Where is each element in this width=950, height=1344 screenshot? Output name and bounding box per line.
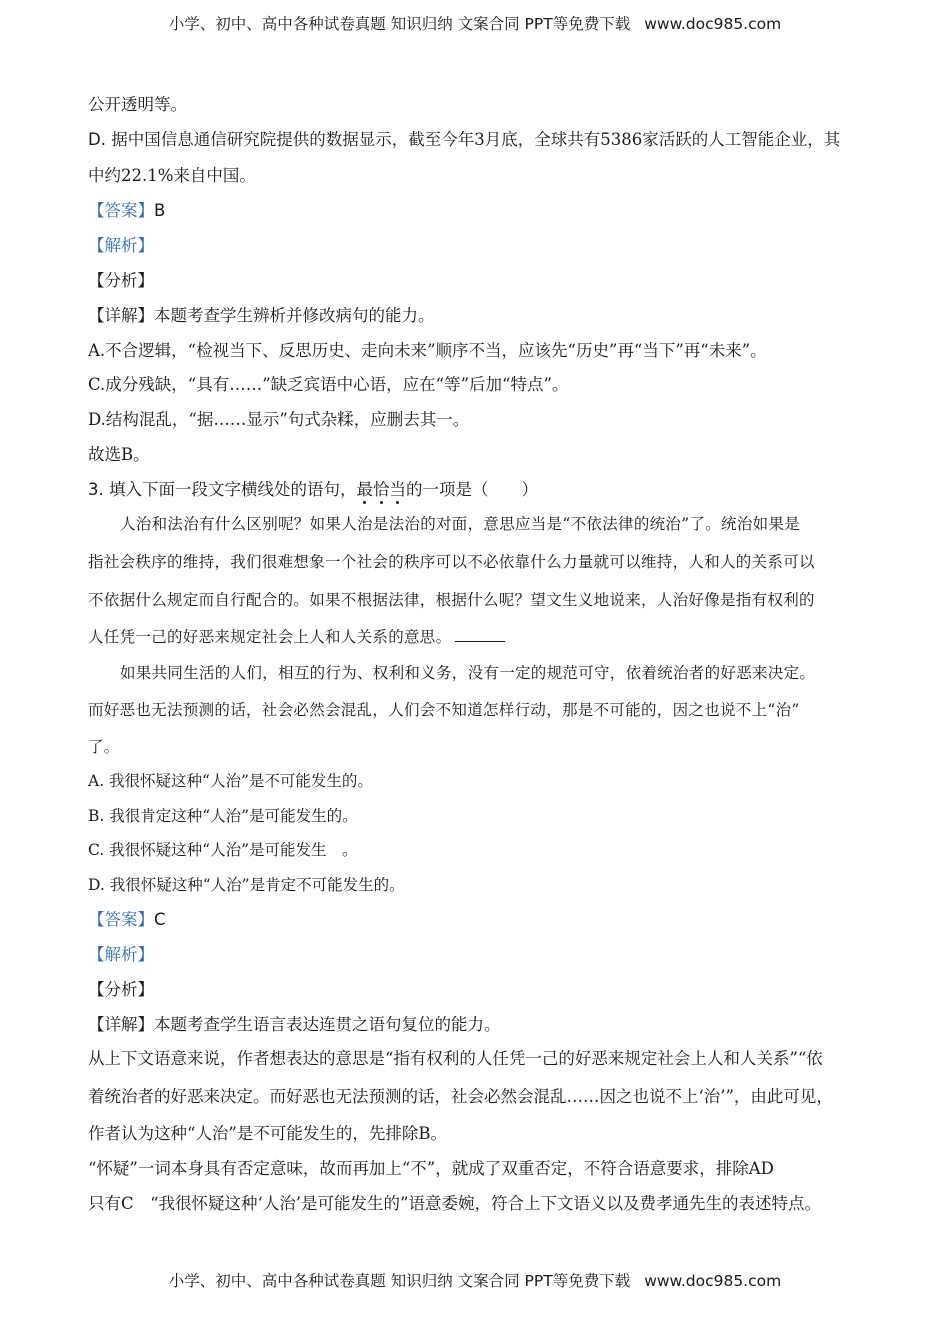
page-header <box>0 12 950 34</box>
passage-line: 人治和法治有什么区别呢？如果人治是法治的对面，意思应当是“不依法律的统治”了。统治如果是 <box>120 515 801 533</box>
passage-line: 如果共同生活的人们，相互的行为、权利和义务，没有一定的规范可守，依着统治者的好恶来决定。 <box>120 664 816 682</box>
answer-value: B <box>154 201 166 220</box>
question-suffix: 的一项是（ ） <box>406 480 538 499</box>
passage-line-with-blank: 人任凭一己的好恶来规定社会上人和人关系的意思。 <box>88 625 505 647</box>
fenxi-tag: 【分析】 <box>88 271 154 290</box>
question-3 <box>88 476 538 500</box>
detail-line <box>88 1011 501 1035</box>
text-line: 公开透明等。 <box>88 95 187 114</box>
answer-line <box>88 906 166 930</box>
option-text: 据中国信息通信研究院提供的数据显示，截至今年3月底，全球共有5386家活跃的人工智能企业，其 <box>111 130 841 149</box>
explain-line: “怀疑”一词本身具有否定意味，故而再加上“不”，就成了双重否定，不符合语意要求，排除AD <box>88 1159 774 1178</box>
passage-line: 指社会秩序的维持，我们很难想象一个社会的秩序可以不必依靠什么力量就可以维持，人和人的关系可以 <box>88 553 815 571</box>
explain-d: D.结构混乱，“据……显示”句式杂糅，应删去其一。 <box>88 410 470 429</box>
option-label: D. <box>88 130 106 149</box>
emphasis-char: 当 <box>389 480 406 499</box>
answer-tag: 【答案】 <box>88 201 154 220</box>
passage-line: 了。 <box>88 738 120 756</box>
answer-line <box>88 197 165 221</box>
explain-line: 作者认为这种“人治”是不可能发生的，先排除B。 <box>88 1124 447 1143</box>
explain-line: 只有C “我很怀疑这种‘人治’是可能发生的”语意委婉，符合上下文语义以及费孝通先生的表述特点。 <box>88 1194 821 1213</box>
analysis-tag: 【解析】 <box>88 945 154 964</box>
explain-c: C.成分残缺，“具有……”缺乏宾语中心语，应在“等”后加“特点”。 <box>88 375 569 394</box>
answer-tag: 【答案】 <box>88 910 154 929</box>
explain-a: A.不合逻辑，“检视当下、反思历史、走向未来”顺序不当，应该先“历史”再“当下”再“未来”。 <box>88 341 767 360</box>
text-line: 中约22.1%来自中国。 <box>88 166 256 185</box>
detail-line <box>88 302 435 326</box>
passage-line: 不依据什么规定而自行配合的。如果不根据法律，根据什么呢？望文生义地说来，人治好像是指有权利的 <box>88 591 815 609</box>
fenxi-tag: 【分析】 <box>88 980 154 999</box>
emphasis-char: 最 <box>356 480 373 499</box>
conclusion: 故选B。 <box>88 445 150 464</box>
choice-d: D. 我很怀疑这种“人治”是肯定不可能发生的。 <box>88 876 405 894</box>
choice-c: C. 我很怀疑这种“人治”是可能发生 。 <box>88 841 358 859</box>
header-url[interactable]: www.doc985.com <box>644 15 782 33</box>
footer-url[interactable]: www.doc985.com <box>644 1272 782 1290</box>
detail-text: 本题考查学生语言表达连贯之语句复位的能力。 <box>154 1015 501 1034</box>
question-number: 3. <box>88 480 104 499</box>
detail-text: 本题考查学生辨析并修改病句的能力。 <box>154 306 435 325</box>
explain-line: 着统治者的好恶来决定。而好恶也无法预测的话，社会必然会混乱……因之也说不上‘治’”，由此可见， <box>88 1087 833 1106</box>
header-text: 小学、初中、高中各种试卷真题 知识归纳 文案合同 PPT等免费下载 <box>168 15 631 33</box>
question-prefix: 填入下面一段文字横线处的语句， <box>109 480 357 499</box>
analysis-tag: 【解析】 <box>88 236 154 255</box>
choice-b: B. 我很肯定这种“人治”是可能发生的。 <box>88 807 358 825</box>
choice-a: A. 我很怀疑这种“人治”是不可能发生的。 <box>88 772 373 790</box>
detail-tag: 【详解】 <box>88 1015 154 1034</box>
detail-tag: 【详解】 <box>88 306 154 325</box>
page-footer <box>0 1269 950 1291</box>
footer-text: 小学、初中、高中各种试卷真题 知识归纳 文案合同 PPT等免费下载 <box>168 1272 631 1290</box>
answer-value: C <box>154 910 166 929</box>
passage-line: 而好恶也无法预测的话，社会必然会混乱，人们会不知道怎样行动，那是不可能的，因之也说不上“治” <box>88 701 800 719</box>
explain-line: 从上下文语意来说，作者想表达的意思是“指有权利的人任凭一己的好恶来规定社会上人和人关系”“依 <box>88 1049 823 1068</box>
answer-blank <box>455 627 505 642</box>
option-d-line <box>88 126 840 150</box>
emphasis-char: 恰 <box>373 480 390 499</box>
